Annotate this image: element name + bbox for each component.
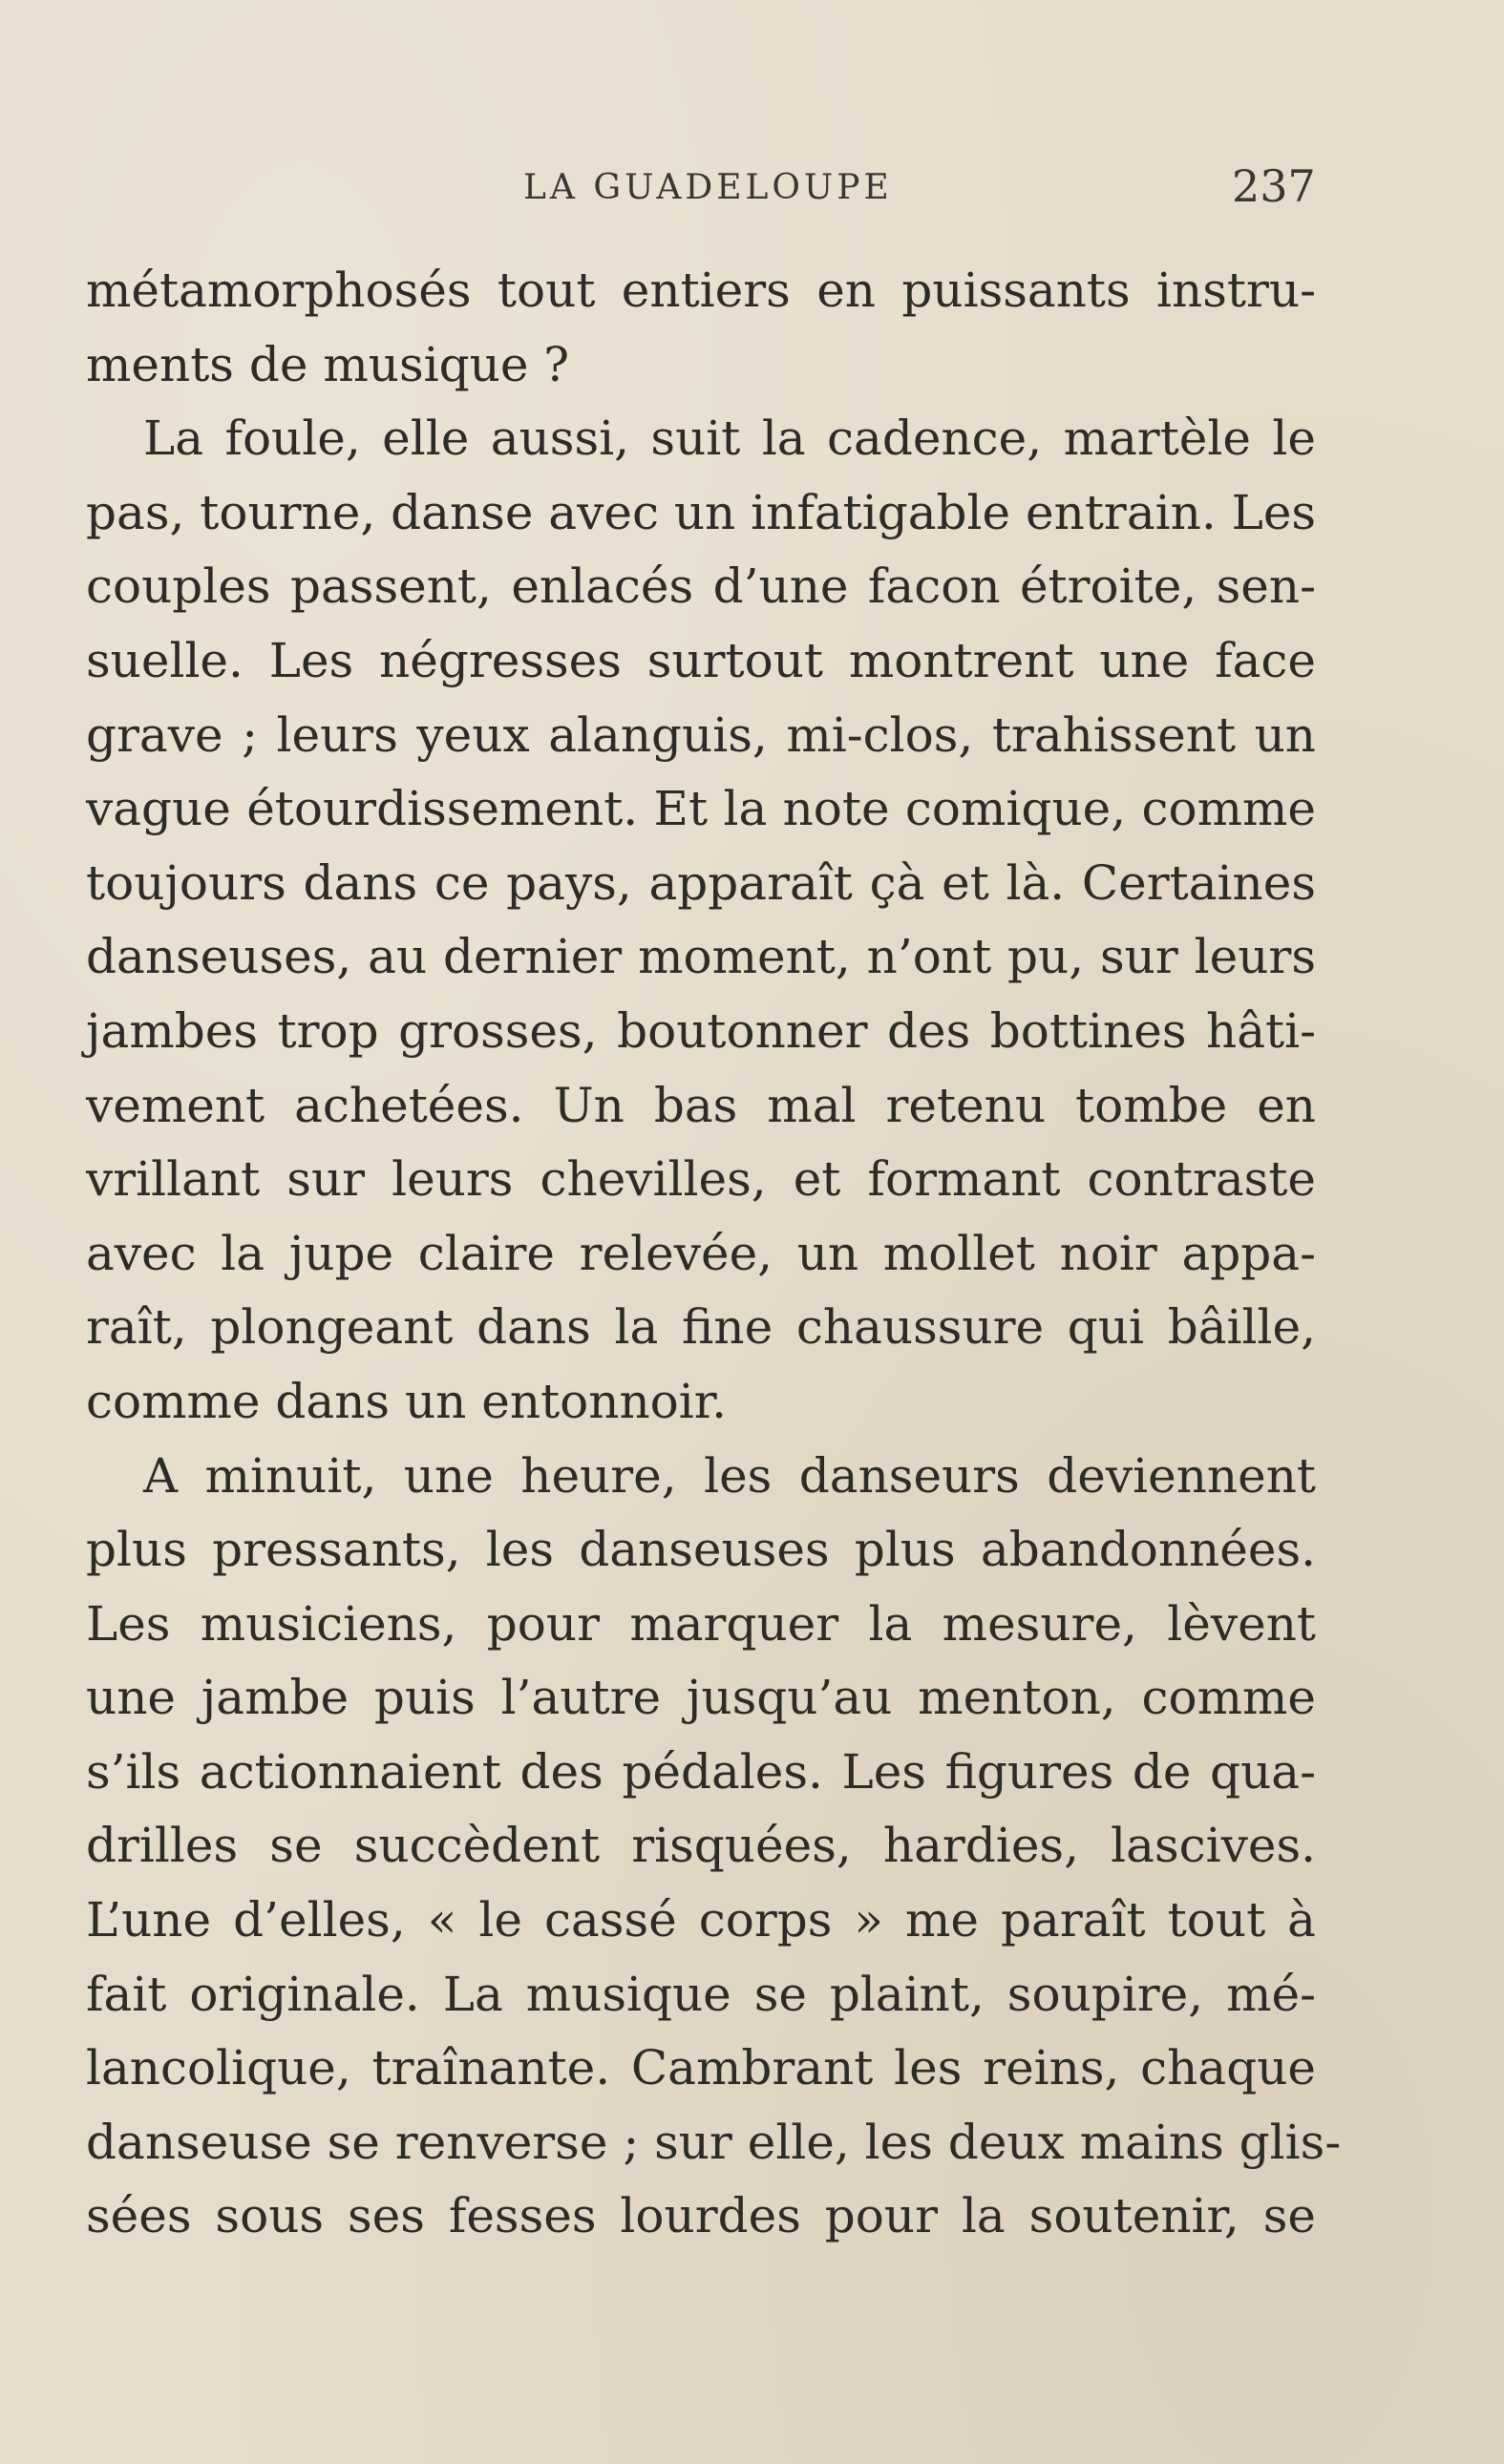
text-line: drilles se succèdent risquées, hardies, lascives. [86, 1818, 1316, 1874]
text-line: métamorphosés tout entiers en puissants instru- [86, 263, 1316, 318]
text-line: vague étourdissement. Et la note comique, comme [86, 781, 1316, 837]
page-number: 237 [1232, 160, 1316, 212]
text-line: ments de musique ? [86, 336, 570, 392]
running-header [0, 160, 1504, 218]
text-line: A minuit, une heure, les danseurs deviennent [143, 1447, 1316, 1504]
text-line: vement achetées. Un bas mal retenu tombe en [86, 1077, 1316, 1133]
text-line: suelle. Les négresses surtout montrent une face [86, 632, 1316, 688]
text-line: sées sous ses fesses lourdes pour la soutenir, se [86, 2188, 1316, 2244]
text-line: comme dans un entonnoir. [86, 1373, 728, 1429]
text-line: grave ; leurs yeux alanguis, mi-clos, trahissent un [86, 706, 1316, 763]
text-line: Les musiciens, pour marquer la mesure, lèvent [86, 1595, 1316, 1652]
text-line: jambes trop grosses, boutonner des bottines hâti- [86, 1002, 1316, 1059]
text-line: une jambe puis l’autre jusqu’au menton, comme [86, 1670, 1316, 1726]
text-line: lancolique, traînante. Cambrant les reins, chaque [86, 2040, 1316, 2096]
text-line: danseuse se renverse ; sur elle, les deux mains glis- [86, 2114, 1342, 2170]
text-line: vrillant sur leurs chevilles, et formant contraste [86, 1151, 1316, 1208]
text-line: couples passent, enlacés d’une facon étroite, sen- [86, 558, 1316, 615]
text-line: toujours dans ce pays, apparaît çà et là. Certaines [86, 854, 1316, 911]
text-line: plus pressants, les danseuses plus abandonnées. [86, 1522, 1316, 1578]
text-line: avec la jupe claire relevée, un mollet noir appa- [86, 1225, 1316, 1281]
text-line: s’ils actionnaient des pédales. Les figures de qua- [86, 1743, 1316, 1800]
text-line: L’une d’elles, « le cassé corps » me paraît tout à [86, 1892, 1316, 1948]
running-title: LA GUADELOUPE [523, 168, 893, 207]
body-text [86, 254, 1342, 2254]
text-line: raît, plongeant dans la fine chaussure qui bâille, [86, 1299, 1316, 1356]
text-line: fait originale. La musique se plaint, soupire, mé- [86, 1966, 1316, 2022]
text-line: danseuses, au dernier moment, n’ont pu, sur leurs [86, 929, 1316, 985]
text-line: La foule, elle aussi, suit la cadence, martèle le [143, 411, 1316, 467]
text-line: pas, tourne, danse avec un infatigable entrain. Les [86, 484, 1317, 540]
